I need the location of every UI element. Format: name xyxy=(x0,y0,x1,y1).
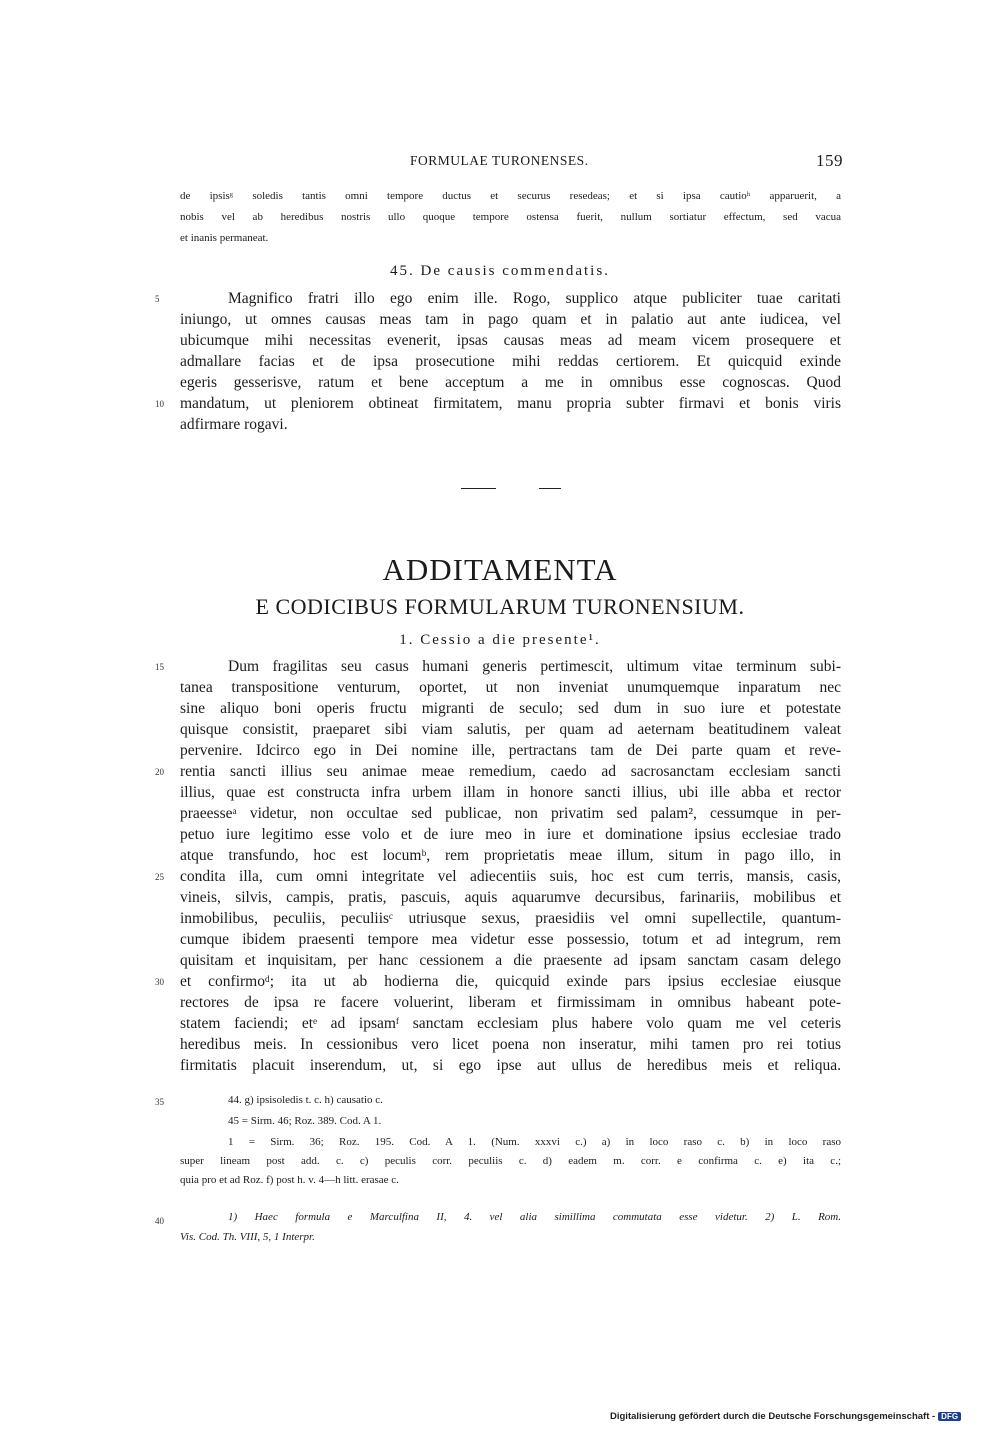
apparatus-note: super lineam post add. c. c) peculis corr. peculiis c. d) eadem m. corr. e confirma c. e) ita c.; xyxy=(180,1155,841,1167)
text-line: condita illa, cum omni integritate vel adiecentiis suis, hoc est cum terris, mansis, casis, xyxy=(180,868,841,885)
text-line: atque transfundo, hoc est locumᵇ, rem proprietatis meae illum, situm in pago illo, in xyxy=(180,847,841,864)
divider-rule xyxy=(539,488,561,489)
apparatus-note: quia pro et ad Roz. f) post h. v. 4—h litt. erasae c. xyxy=(180,1174,399,1186)
text-line: firmitatis placuit inserendum, ut, si ego ipse aut ullus de heredibus meis et reliqua. xyxy=(180,1057,841,1074)
line-number: 35 xyxy=(155,1097,164,1107)
additamenta-subtitle: E CODICIBUS FORMULARUM TURONENSIUM. xyxy=(255,594,745,619)
text-line: illius, quae est constructa infra urbem illam in honore sancti illius, ubi ille abba et rector xyxy=(180,784,841,801)
text-line: egeris gesserisve, ratum et bene acceptum a me in omnibus esse cognoscas. Quod xyxy=(180,374,841,391)
apparatus-note: 44. g) ipsisoledis t. c. h) causatio c. xyxy=(228,1094,383,1106)
text-line: vineis, silvis, campis, pratis, pascuis, aquis aquarumve decursibus, farinariis, mobilibus et xyxy=(180,889,841,906)
text-line: cumque ibidem praesenti tempore mea videtur esse possessio, totum et ad integrum, rem xyxy=(180,931,841,948)
fragment-line: de ipsisᵍ soledis tantis omni tempore ductus et securus resedeas; et si ipsa cautioʰ apparuerit, a xyxy=(180,190,841,202)
text-line: tanea transpositione venturum, oportet, ut non inveniat unumquemque inparatum nec xyxy=(180,679,841,696)
apparatus-note: 1 = Sirm. 36; Roz. 195. Cod. A 1. (Num. xxxvi c.) a) in loco raso c. b) in loco raso xyxy=(228,1136,841,1148)
line-number: 5 xyxy=(155,294,160,304)
fragment-line: nobis vel ab heredibus nostris ullo quoque tempore ostensa fuerit, nullum sortiatur effectum, sed vacua xyxy=(180,211,841,223)
text-line: et confirmoᵈ; ita ut ab hodierna die, quicquid exinde pars ipsius ecclesiae eiusque xyxy=(180,973,841,990)
text-line: statem faciendi; etᵉ ad ipsamᶠ sanctam ecclesiam plus habere volo quam me vel ceteris xyxy=(180,1015,841,1032)
dfg-logo: DFG xyxy=(938,1412,961,1421)
additamenta-title: ADDITAMENTA xyxy=(382,552,618,587)
text-line: rentia sancti illius seu animae meae remedium, caedo ad sacrosanctam ecclesiam sancti xyxy=(180,763,841,780)
running-title: FORMULAE TURONENSES. xyxy=(410,153,589,168)
text-line: Magnifico fratri illo ego enim ille. Rogo, supplico atque publiciter tuae caritati xyxy=(228,290,841,307)
fragment-line: et inanis permaneat. xyxy=(180,232,269,244)
page-number: 159 xyxy=(816,151,843,170)
line-number: 20 xyxy=(155,767,164,777)
line-number: 10 xyxy=(155,399,164,409)
formula-45-title: 45. De causis commendatis. xyxy=(390,263,610,279)
text-line: iniungo, ut omnes causas meas tam in pago quam et in palatio aut ante iudicea, vel xyxy=(180,311,841,328)
divider-rule xyxy=(461,488,496,489)
text-line: ubicumque mihi necessitas evenerit, ipsas causas meas ad meam vicem prosequere et xyxy=(180,332,841,349)
line-number: 30 xyxy=(155,977,164,987)
text-line: admallare facias et de ipsa prosecutione mihi reddas certiorem. Et quicquid exinde xyxy=(180,353,841,370)
text-line: adfirmare rogavi. xyxy=(180,416,288,433)
text-line: Dum fragilitas seu casus humani generis pertimescit, ultimum vitae terminum subi- xyxy=(228,658,841,675)
line-number: 40 xyxy=(155,1216,164,1226)
apparatus-note: 45 = Sirm. 46; Roz. 389. Cod. A 1. xyxy=(228,1115,382,1127)
text-line: praeesseᵃ videtur, non occultae sed publicae, non privatim sed palam², cessumque in per- xyxy=(180,805,841,822)
text-line: heredibus meis. In cessionibus vero licet poena non inseratur, mihi tamen pro rei totius xyxy=(180,1036,841,1053)
text-line: quisitam et inquisitam, per hanc cessionem a die praesente ad ipsam sanctam casam delego xyxy=(180,952,841,969)
digitization-credit xyxy=(610,1411,961,1422)
text-line: petuo iure legitimo esse volo et de iure meo in iure et dominatione ipsius ecclesiae trado xyxy=(180,826,841,843)
footnote: Vis. Cod. Th. VIII, 5, 1 Interpr. xyxy=(180,1231,315,1243)
text-line: rectores de ipsa re facere voluerint, liberam et firmissimam in omnibus habeant pote- xyxy=(180,994,841,1011)
text-line: quisque consistit, praeparet sibi viam salutis, per quam ad aeternam beatitudinem valeat xyxy=(180,721,841,738)
footnote: 1) Haec formula e Marculfina II, 4. vel alia simillima commutata esse videtur. 2) L. Rom. xyxy=(228,1211,841,1223)
text-line: pervenire. Idcirco ego in Dei nomine ille, pertractans tam de Dei parte quam et reve- xyxy=(180,742,841,759)
line-number: 25 xyxy=(155,872,164,882)
credit-text: Digitalisierung gefördert durch die Deutsche Forschungsgemeinschaft - xyxy=(610,1411,936,1422)
cessio-title: 1. Cessio a die presente¹. xyxy=(399,632,601,648)
text-line: sine aliquo boni operis fructu migranti de seculo; sed dum in suo iure et potestate xyxy=(180,700,841,717)
text-line: inmobilibus, peculiis, peculiisᶜ utriusque sexus, praesidiis vel omni supellectile, quantum- xyxy=(180,910,841,927)
text-line: mandatum, ut pleniorem obtineat firmitatem, manu propria subter firmavi et bonis viris xyxy=(180,395,841,412)
line-number: 15 xyxy=(155,662,164,672)
